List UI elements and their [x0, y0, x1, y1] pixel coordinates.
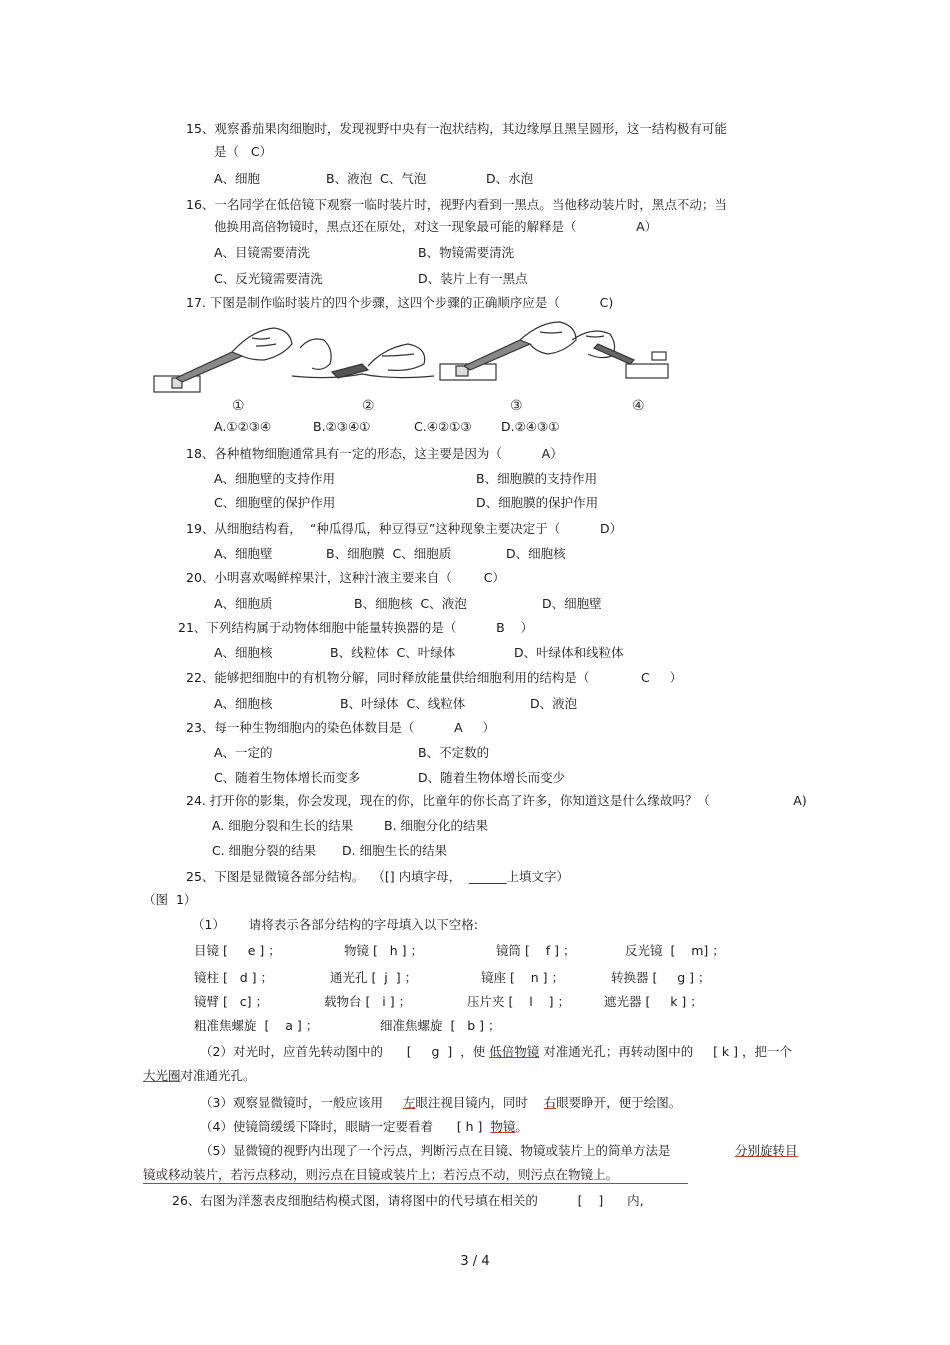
q24-option-b: B. 细胞分化的结果 [384, 818, 489, 833]
step4-drawing [572, 331, 668, 378]
answer-objective: 物镜 [ h ] ； [344, 943, 424, 958]
q16-option-c: C、反光镜需要清洗 [214, 271, 323, 286]
q15-stem-line2: 是（ C） [214, 144, 273, 159]
q18-stem: 18、各种植物细胞通常具有一定的形态，这主要是因为（ A） [186, 446, 563, 461]
step3-drawing [440, 322, 576, 380]
q25-part2-line2: 大光圈对准通光孔。 [143, 1068, 256, 1083]
q21-option-bc: B、线粒体 C、叶绿体 [330, 645, 456, 660]
q18-option-b: B、细胞膜的支持作用 [476, 471, 598, 486]
q17-option-d: D.②④③① [501, 419, 560, 434]
answer-fine-focus: 细准焦螺旋 [ b ] ； [380, 1018, 501, 1033]
answer-arm: 镜臂 [ c] ； [194, 994, 268, 1009]
q24-option-d: D. 细胞生长的结果 [342, 843, 448, 858]
q15-stem-line1: 15、观察番茄果肉细胞时，发现视野中央有一泡状结构，其边缘厚且黑呈圆形，这一结构极有可能 [186, 121, 727, 136]
q24-option-c: C. 细胞分裂的结果 [212, 843, 317, 858]
q25-part2-line1: （2）对光时，应首先转动图中的 [ g ] ，使 低倍物镜 对准通光孔；再转动图中的 [ k ] ，把一个 [200, 1044, 792, 1059]
q25-part4: （4）使镜筒缓缓下降时，眼睛一定要看着 [ h ] 物镜。 [200, 1119, 528, 1134]
answer-mirror: 反光镜 [ m] ； [625, 943, 725, 958]
q18-option-d: D、细胞膜的保护作用 [476, 495, 599, 510]
q25-part5-line1: （5）显微镜的视野内出现了一个污点，判断污点在目镜、物镜或装片上的简单方法是 [200, 1143, 671, 1158]
page-number: 3 / 4 [460, 1254, 490, 1269]
q16-stem-line1: 16、一名同学在低倍镜下观察一临时装片时，视野内看到一黑点。当他移动装片时，黑点不动；当 [186, 197, 727, 212]
answer-pillar: 镜柱 [ d ] ； [194, 970, 274, 985]
answer-nosepiece: 转换器 [ g ] ； [611, 970, 711, 985]
answer-aperture: 通光孔 [ j ] ； [330, 970, 418, 985]
step-label-3: ③ [510, 398, 523, 414]
q15-option-a: A、细胞 [214, 171, 261, 186]
q23-option-c: C、随着生物体增长而变多 [214, 770, 361, 785]
answer-clips: 压片夹 [ l ] ； [467, 994, 570, 1009]
q19-option-d: D、细胞核 [506, 546, 566, 561]
q20-option-a: A、细胞质 [214, 596, 273, 611]
q16-option-d: D、装片上有一黑点 [418, 271, 528, 286]
step-label-1: ① [232, 398, 245, 414]
q17-option-c: C.④②①③ [414, 419, 472, 434]
q25-stem: 25、下图是显微镜各部分结构。 （[] 内填字母， ______上填文字） [186, 869, 570, 884]
step-label-2: ② [362, 398, 375, 414]
answer-tube: 镜筒 [ f ] ； [496, 943, 576, 958]
q15-option-bc: B、液泡 C、气泡 [326, 171, 427, 186]
q20-stem: 20、小明喜欢喝鲜榨果汁，这种汁液主要来自（ C） [186, 570, 505, 585]
q25-figure-label: （图 1） [143, 892, 197, 907]
q19-stem: 19、从细胞结构看， “种瓜得瓜，种豆得豆”这种现象主要决定于（ D） [186, 521, 623, 536]
q18-option-a: A、细胞壁的支持作用 [214, 471, 336, 486]
q22-option-d: D、液泡 [530, 696, 578, 711]
answer-spot-method-start: 分别旋转目 [735, 1143, 798, 1158]
answer-underline [143, 1183, 688, 1184]
step2-drawing [292, 339, 434, 378]
answer-coarse-focus: 粗准焦螺旋 [ a ] ； [194, 1018, 319, 1033]
q20-option-bc: B、细胞核 C、液泡 [354, 596, 467, 611]
q23-stem: 23、每一种生物细胞内的染色体数目是（ A ） [186, 720, 496, 735]
q21-option-d: D、叶绿体和线粒体 [514, 645, 624, 660]
q23-option-d: D、随着生物体增长而变少 [418, 770, 566, 785]
q25-part1-instruction: （1） 请将表示各部分结构的字母填入以下空格: [192, 917, 479, 932]
answer-large-aperture: 大光圈 [143, 1068, 181, 1083]
answer-watch-objective: 物镜 [490, 1119, 516, 1134]
q16-option-a: A、目镜需要清洗 [214, 245, 311, 260]
q23-option-b: B、不定数的 [418, 745, 490, 760]
q25-part3: （3）观察显微镜时，一般应该用 左眼注视目镜内，同时 右眼要睁开，便于绘图。 [200, 1095, 682, 1110]
q19-option-bc: B、细胞膜 C、细胞质 [326, 546, 452, 561]
q26-stem: 26、右图为洋葱表皮细胞结构模式图，请将图中的代号填在相关的 [ ] 内, [172, 1193, 644, 1208]
q17-option-b: B.②③④① [313, 419, 371, 434]
q22-option-a: A、细胞核 [214, 696, 273, 711]
q21-option-a: A、细胞核 [214, 645, 273, 660]
answer-base: 镜座 [ n ] ； [481, 970, 564, 985]
q20-option-d: D、细胞壁 [542, 596, 602, 611]
q17-stem: 17. 下图是制作临时装片的四个步骤，这四个步骤的正确顺序应是（ C) [186, 295, 614, 310]
q24-option-a: A. 细胞分裂和生长的结果 [212, 818, 354, 833]
answer-right-eye: 右 [543, 1095, 557, 1110]
answer-diaphragm: 遮光器 [ k ] ； [604, 994, 703, 1009]
q16-option-b: B、物镜需要清洗 [418, 245, 515, 260]
q15-option-d: D、水泡 [486, 171, 534, 186]
answer-stage: 载物台 [ i ] ； [324, 994, 412, 1009]
step1-drawing [154, 328, 292, 392]
q18-option-c: C、细胞壁的保护作用 [214, 495, 336, 510]
slide-preparation-illustration [152, 320, 672, 416]
q24-stem: 24. 打开你的影集，你会发现，现在的你，比童年的你长高了许多，你知道这是什么缘故吗？（ A) [186, 793, 807, 808]
answer-left-eye: 左 [402, 1095, 416, 1110]
step-label-4: ④ [632, 398, 645, 414]
q22-option-bc: B、叶绿体 C、线粒体 [340, 696, 466, 711]
q23-option-a: A、一定的 [214, 745, 273, 760]
q22-stem: 22、能够把细胞中的有机物分解，同时释放能量供给细胞利用的结构是（ C ） [186, 670, 683, 685]
answer-spot-method-rest: 镜或移动装片，若污点移动，则污点在目镜或装片上；若污点不动，则污点在物镜上。 [143, 1167, 619, 1182]
answer-eyepiece: 目镜 [ e ] ； [194, 943, 281, 958]
answer-low-objective: 低倍物镜 [489, 1044, 540, 1059]
q17-option-a: A.①②③④ [214, 419, 272, 434]
q16-stem-line2: 他换用高倍物镜时，黑点还在原处，对这一现象最可能的解释是（ A） [214, 219, 658, 234]
q21-stem: 21、下列结构属于动物体细胞中能量转换器的是（ B ） [178, 620, 534, 635]
q19-option-a: A、细胞壁 [214, 546, 273, 561]
